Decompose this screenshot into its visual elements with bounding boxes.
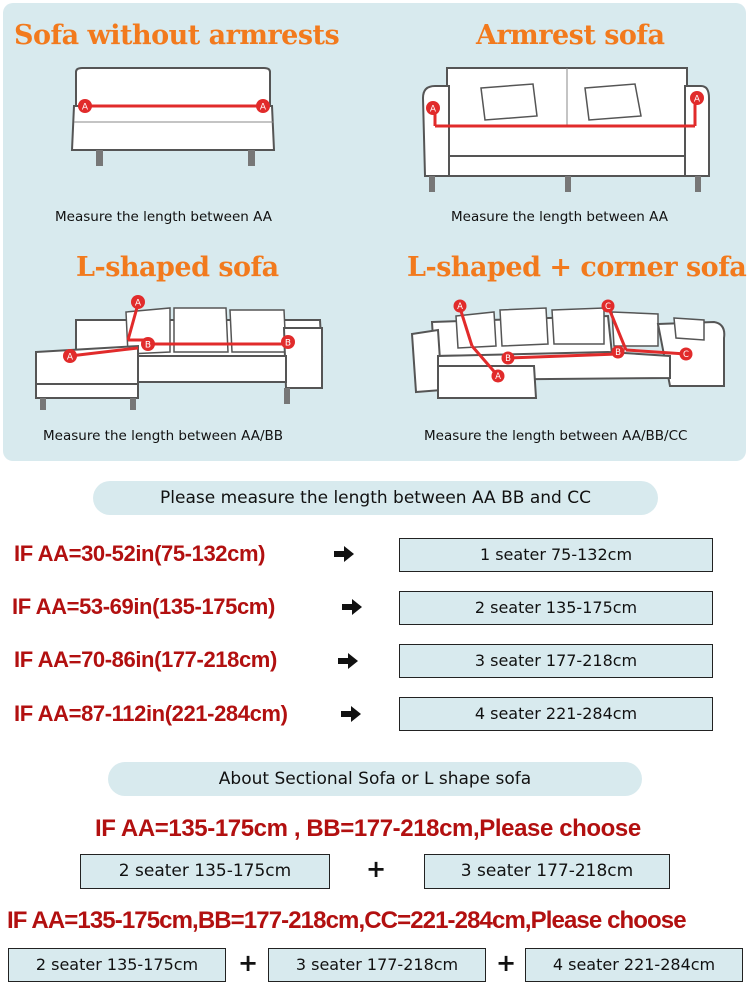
svg-text:C: C [605,302,611,312]
caption-armrest: Measure the length between AA [451,209,668,225]
svg-text:A: A [457,302,463,312]
marker-b-right [281,335,295,349]
plus-icon: + [496,949,517,977]
size-result-3: 3 seater 177-218cm [399,644,713,678]
sofa-l-corner-illustration [408,294,733,409]
size-condition-1: IF AA=30-52in(75-132cm) [14,541,266,566]
sectional-choice-2-seater: 2 seater 135-175cm [8,948,226,982]
right-arrow-icon [342,599,362,615]
svg-text:B: B [284,338,292,349]
size-result-1: 1 seater 75-132cm [399,538,713,572]
sectional-choice-3-seater: 3 seater 177-218cm [268,948,486,982]
caption-l-corner: Measure the length between AA/BB/CC [424,428,688,444]
sofa-no-armrest-illustration [60,60,290,180]
marker-a-left [63,349,77,363]
sofa-armrest-illustration [415,58,715,198]
marker-b-left [141,337,155,351]
sectional-choice-2-seater: 2 seater 135-175cm [80,854,330,889]
sectional-condition-1: IF AA=135-175cm , BB=177-218cm,Please choose [95,815,641,842]
svg-text:A: A [134,298,142,309]
marker-a-top [131,295,145,309]
marker-a-left [426,101,440,115]
marker-c-top [602,300,615,313]
measure-banner: Please measure the length between AA BB and CC [93,481,658,515]
marker-b-right [612,346,625,359]
sectional-choice-4-seater: 4 seater 221-284cm [525,948,743,982]
type-title-armrest: Armrest sofa [476,20,665,51]
size-condition-3: IF AA=70-86in(177-218cm) [14,647,277,672]
marker-a-left [78,99,92,113]
sectional-banner: About Sectional Sofa or L shape sofa [108,762,642,796]
right-arrow-icon [338,653,358,669]
svg-text:A: A [81,102,89,113]
svg-text:C: C [683,350,689,360]
type-title-l-corner: L-shaped + corner sofa [407,252,747,283]
right-arrow-icon [341,706,361,722]
type-title-l-shaped: L-shaped sofa [76,252,279,283]
marker-a-right [256,99,270,113]
svg-text:B: B [615,348,621,358]
plus-icon: + [366,855,387,883]
marker-b-left [502,352,515,365]
size-result-2: 2 seater 135-175cm [399,591,713,625]
svg-text:A: A [429,104,437,115]
marker-a-top [454,300,467,313]
marker-a-right [690,91,704,105]
svg-text:A: A [259,102,267,113]
caption-no-armrest: Measure the length between AA [55,209,272,225]
size-condition-4: IF AA=87-112in(221-284cm) [14,701,288,726]
svg-text:A: A [66,352,74,363]
caption-l-shaped: Measure the length between AA/BB [43,428,284,444]
marker-a-bottom [492,370,505,383]
svg-text:B: B [144,340,152,351]
size-result-4: 4 seater 221-284cm [399,697,713,731]
svg-text:A: A [693,94,701,105]
svg-text:B: B [505,354,511,364]
svg-text:A: A [495,372,501,382]
right-arrow-icon [334,546,354,562]
sectional-condition-2: IF AA=135-175cm,BB=177-218cm,CC=221-284cm,Please choose [7,907,686,934]
size-condition-2: IF AA=53-69in(135-175cm) [12,594,275,619]
type-title-no-armrest: Sofa without armrests [14,20,340,51]
plus-icon: + [238,949,259,977]
sofa-l-shaped-illustration [30,290,330,415]
sectional-choice-3-seater: 3 seater 177-218cm [424,854,670,889]
marker-c-right [680,348,693,361]
